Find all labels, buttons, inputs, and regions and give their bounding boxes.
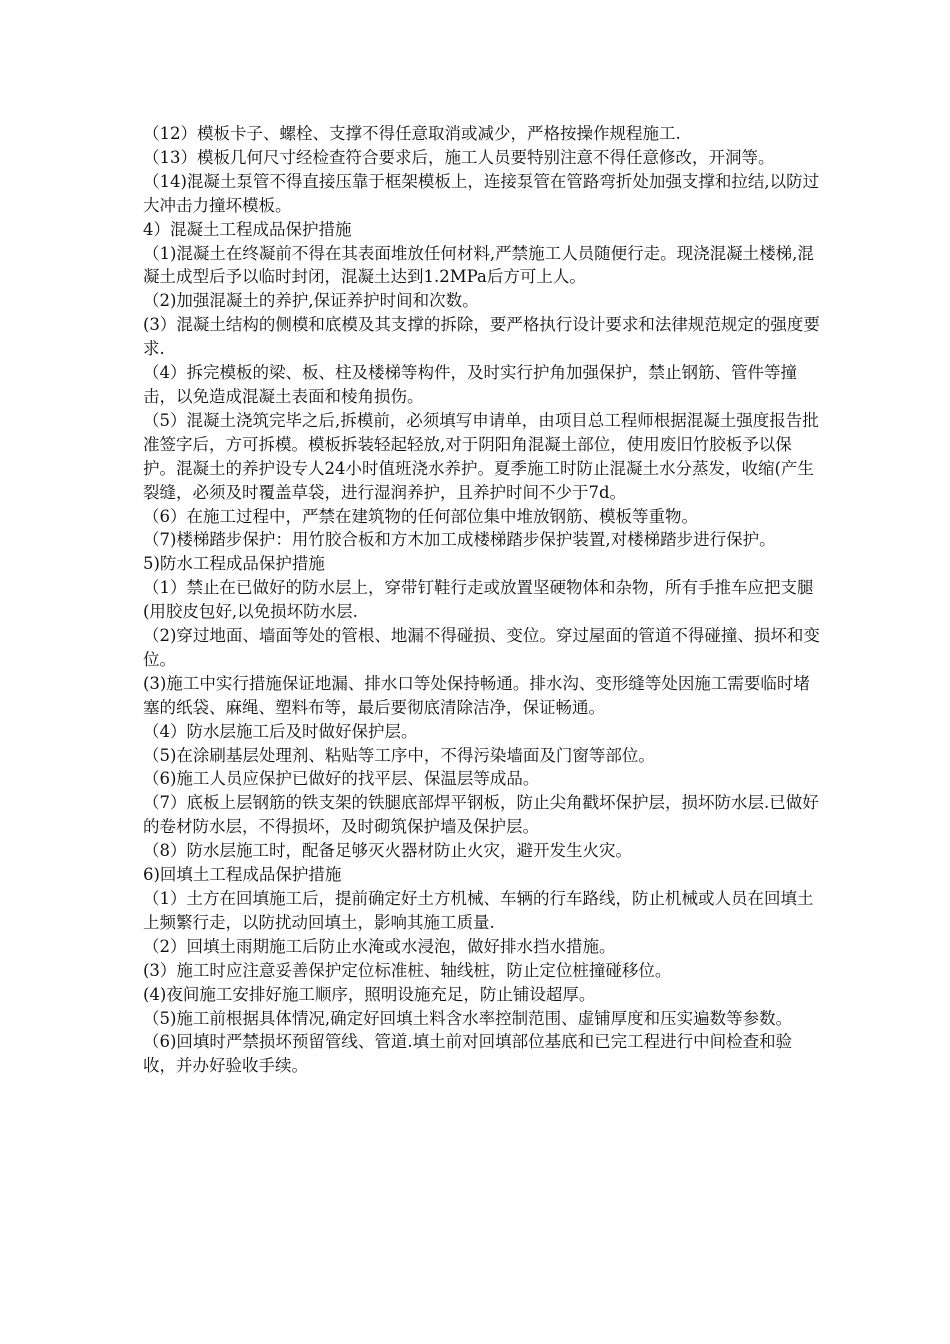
paragraph-concrete-4: （4）拆完模板的梁、板、柱及楼梯等构件，及时实行护角加强保护，禁止钢筋、管件等撞击，以免造成混凝土表面和棱角损伤。 (143, 363, 797, 406)
paragraph-waterproof-8: （8）防水层施工时，配备足够灭火器材防止火灾，避开发生火灾。 (143, 841, 632, 861)
paragraph-concrete-7: （7)楼梯踏步保护：用竹胶合板和方木加工成楼梯踏步保护装置,对楼梯踏步进行保护。 (143, 530, 776, 550)
paragraph-backfill-3: (3）施工时应注意妥善保护定位标准桩、轴线桩，防止定位桩撞碰移位。 (143, 960, 672, 980)
paragraph-waterproof-5: （5)在涂刷基层处理剂、粘贴等工序中，不得污染墙面及门窗等部位。 (143, 745, 655, 765)
section-heading-waterproof: 5)防水工程成品保护措施 (143, 554, 325, 574)
document-body (143, 122, 823, 1078)
paragraph-item-13: （13）模板几何尺寸经检查符合要求后，施工人员要特别注意不得任意修改，开洞等。 (143, 147, 775, 167)
paragraph-concrete-6: （6）在施工过程中，严禁在建筑物的任何部位集中堆放钢筋、模板等重物。 (143, 506, 698, 526)
paragraph-waterproof-4: （4）防水层施工后及时做好保护层。 (143, 721, 418, 741)
paragraph-backfill-4: (4)夜间施工安排好施工顺序，照明设施充足，防止铺设超厚。 (143, 984, 596, 1004)
paragraph-waterproof-7: （7）底板上层钢筋的铁支架的铁腿底部焊平钢板，防止尖角戳坏保护层，损坏防水层.已做好的卷材防水层，不得损坏，及时砌筑保护墙及保护层。 (143, 793, 819, 837)
paragraph-item-12: （12）模板卡子、螺栓、支撑不得任意取消或减少，严格按操作规程施工. (143, 124, 681, 143)
paragraph-waterproof-1: （1）禁止在已做好的防水层上，穿带钉鞋行走或放置坚硬物体和杂物，所有手推车应把支腿(用胶皮包好,以免损坏防水层. (143, 578, 814, 622)
paragraph-concrete-1: （1)混凝土在终凝前不得在其表面堆放任何材料,严禁施工人员随便行走。现浇混凝土楼梯,混凝土成型后予以临时封闭，混凝土达到1.2MPa后方可上人。 (143, 243, 814, 287)
paragraph-waterproof-3: (3)施工中实行措施保证地漏、排水口等处保持畅通。排水沟、变形缝等处因施工需要临时堵塞的纸袋、麻绳、塑料布等，最后要彻底清除洁净，保证畅通。 (143, 673, 810, 717)
paragraph-concrete-2: （2)加强混凝土的养护,保证养护时间和次数。 (143, 291, 479, 311)
paragraph-concrete-3: (3）混凝土结构的侧模和底模及其支撑的拆除，要严格执行设计要求和法律规范规定的强度要求. (143, 315, 820, 359)
paragraph-item-14: （14)混凝土泵管不得直接压靠于框架模板上，连接泵管在管路弯折处加强支撑和拉结,以防过大冲击力撞坏模板。 (143, 171, 820, 215)
section-heading-backfill: 6)回填土工程成品保护措施 (143, 865, 342, 885)
paragraph-concrete-5: （5）混凝土浇筑完毕之后,拆模前，必须填写申请单，由项目总工程师根据混凝土强度报告批准签字后，方可拆模。模板拆装轻起轻放,对于阴阳角混凝土部位，使用废旧竹胶板予以保护。混凝土的养护设专人24小时值班浇水养护。夏季施工时防止混凝土水分蒸发，收缩(产生裂缝，必须及时覆盖草袋，进行湿润养护，且养护时间不少于7d。 (143, 410, 819, 502)
paragraph-waterproof-6: （6)施工人员应保护已做好的找平层、保温层等成品。 (143, 769, 540, 789)
section-heading-concrete: 4）混凝土工程成品保护措施 (143, 219, 352, 239)
paragraph-backfill-2: （2）回填土雨期施工后防止水淹或水浸泡，做好排水挡水措施。 (143, 936, 616, 956)
paragraph-backfill-1: （1）土方在回填施工后，提前确定好土方机械、车辆的行车路线，防止机械或人员在回填土上频繁行走，以防扰动回填土，影响其施工质量. (143, 889, 814, 932)
paragraph-backfill-5: （5)施工前根据具体情况,确定好回填土料含水率控制范围、虚铺厚度和压实遍数等参数。 (143, 1008, 793, 1028)
paragraph-backfill-6: （6)回填时严禁损坏预留管线、管道.填土前对回填部位基底和已完工程进行中间检查和验收，并办好验收手续。 (143, 1032, 793, 1076)
paragraph-waterproof-2: （2)穿过地面、墙面等处的管根、地漏不得碰损、变位。穿过屋面的管道不得碰撞、损坏和变位。 (143, 626, 820, 669)
